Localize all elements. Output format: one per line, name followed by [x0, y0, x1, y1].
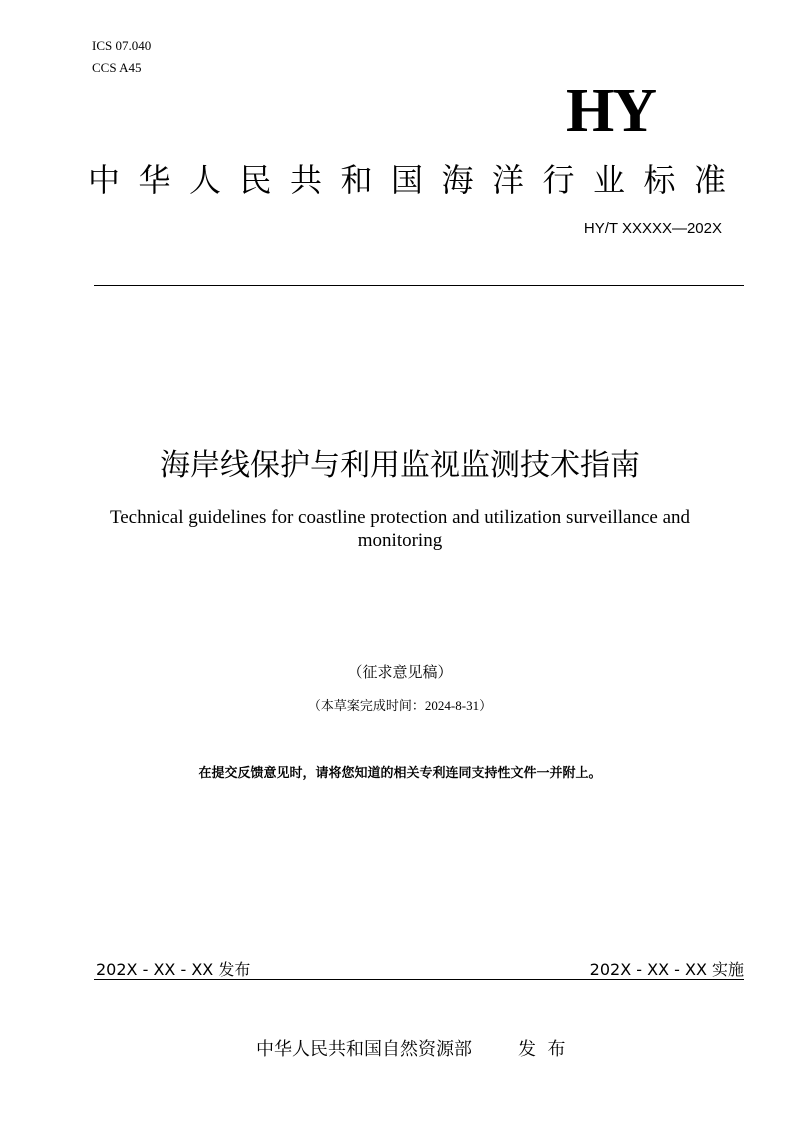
draft-date: （本草案完成时间：2024-8-31）	[307, 698, 493, 713]
footer-divider	[94, 979, 744, 980]
ccs-code: CCS A45	[92, 60, 142, 75]
issue-word: 发 布	[518, 1039, 566, 1060]
patent-notice: 在提交反馈意见时，请将您知道的相关专利连同支持性文件一并附上。	[198, 766, 602, 781]
ics-code: ICS 07.040	[92, 38, 152, 53]
standard-number: HY/T XXXXX—202X	[583, 220, 722, 237]
hy-logo: HY	[566, 77, 655, 145]
release-date: 202X - XX - XX 发布	[96, 960, 251, 979]
title-en-line1: Technical guidelines for coastline protection and utilization surveillance and	[109, 507, 691, 528]
draft-label: （征求意见稿）	[347, 665, 453, 681]
header-divider	[94, 285, 744, 286]
title-en-line2: monitoring	[357, 530, 443, 551]
org-title: 中华人民共和国海洋行业标准	[88, 161, 745, 199]
issuer: 中华人民共和国自然资源部	[256, 1039, 472, 1060]
title-cn: 海岸线保护与利用监视监测技术指南	[160, 448, 640, 483]
implement-date: 202X - XX - XX 实施	[589, 960, 744, 979]
